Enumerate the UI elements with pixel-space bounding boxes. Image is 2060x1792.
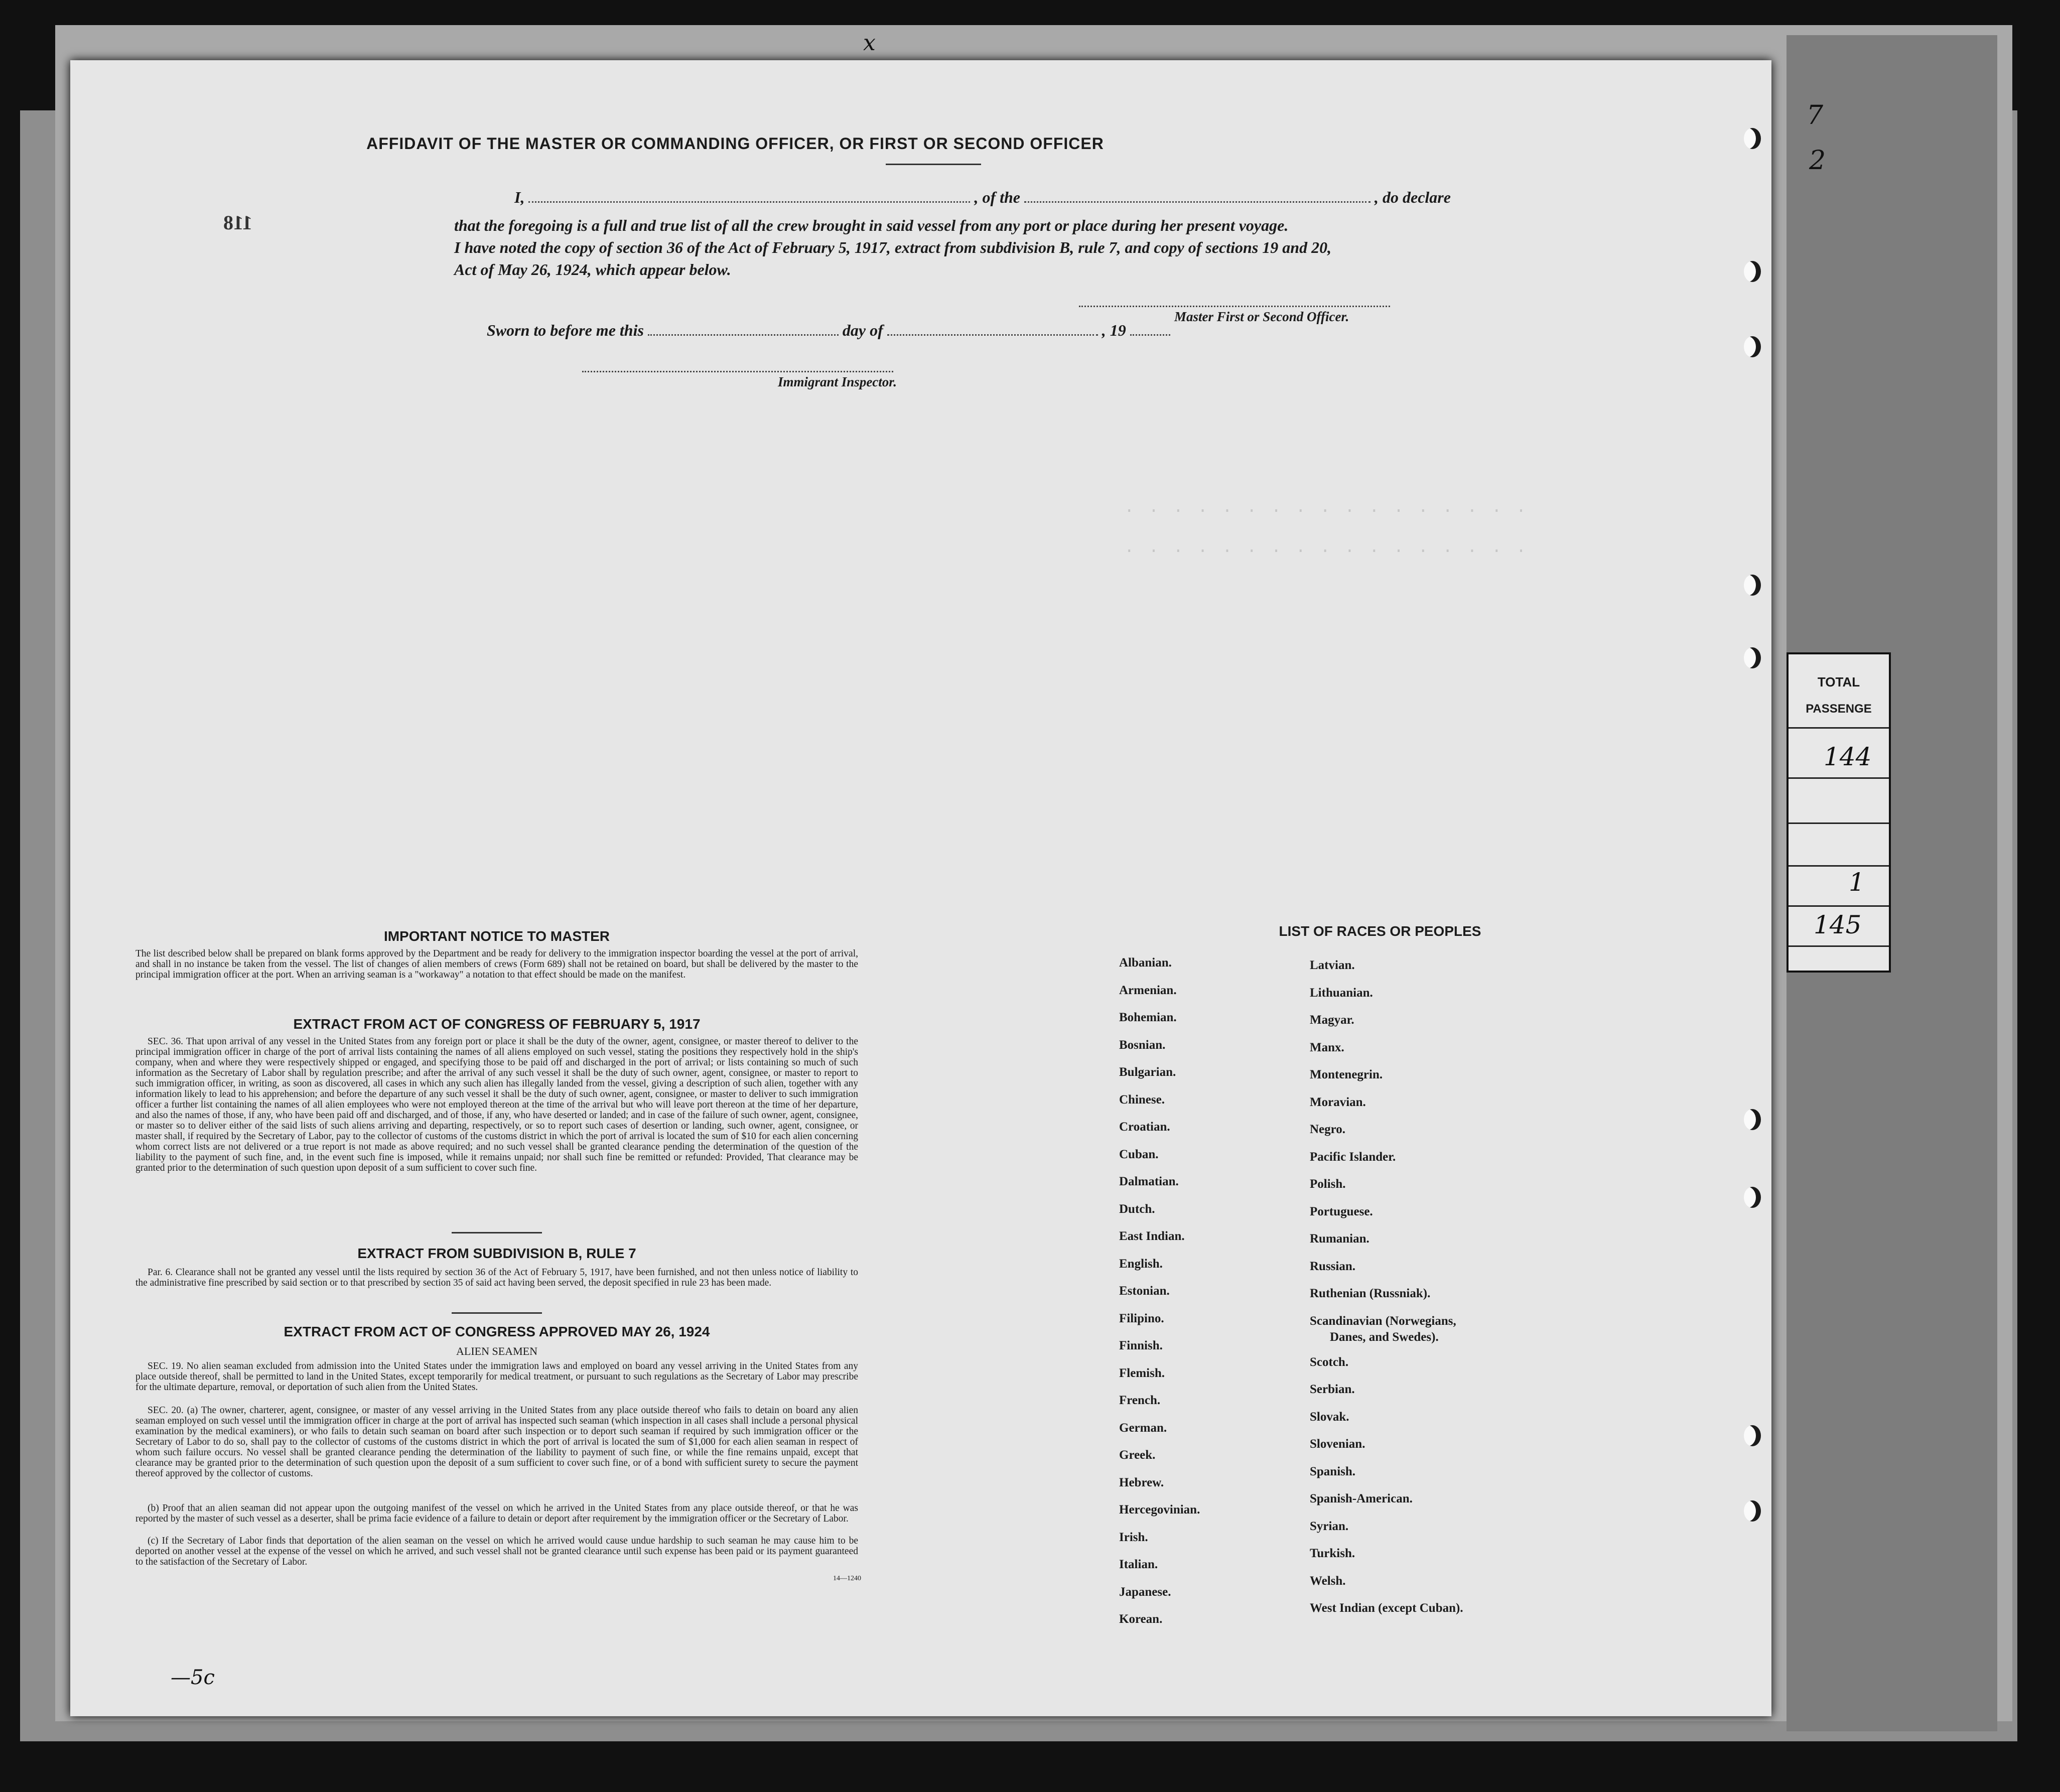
race-item: Bulgarian. xyxy=(1119,1065,1176,1079)
punch-hole xyxy=(1744,1425,1761,1446)
sworn-month-field[interactable] xyxy=(887,334,1098,336)
race-item: Magyar. xyxy=(1310,1013,1354,1027)
race-item: Estonian. xyxy=(1119,1284,1170,1298)
sec-20c-text: (c) If the Secretary of Labor finds that deportation of the alien seaman on the vessel on which he arrived would cause undue hardship to such seaman he may cause him to be deported on another vessel at the expense of the vessel on which he arrived, and such vessel shall not be granted clearance until such expense has been paid or its payment guaranteed to the satisfaction of the Secretary of Labor. xyxy=(135,1536,858,1567)
punch-hole xyxy=(1744,1500,1761,1522)
punch-hole xyxy=(1744,261,1761,282)
affidavit-line-2: that the foregoing is a full and true list of all the crew brought in said vessel from any port or place during her present voyage. xyxy=(454,216,1289,234)
sec-20a-text: SEC. 20. (a) The owner, charterer, agent, consignee, or master of any vessel arriving in the United States from any place outside thereof who fails to detain on board any alien seaman employed on such vessel until the immigration officer in charge at the port of arrival has inspected such seaman (which inspection in all cases shall include a personal physical examination by the medical examiners), or who fails to detain such seaman on board after such inspection or to deport such seaman if required by such immigration officer or the Secretary of Labor to do so, shall pay to the collector of customs of the customs district in which the port of arrival is located the sum of $1,000 for each alien seaman in respect of whom such failure occurs. No vessel shall be granted clearance pending the determination of the liability to payment of such fine, or while the fine remains unpaid, except that clearance may be granted prior to the determination of such question upon the deposit of a sum sufficient to cover such fine, or of a bond with sufficient surety to secure the payment thereof approved by the collector of customs. xyxy=(135,1405,858,1479)
punch-hole xyxy=(1744,647,1761,668)
race-item: Ruthenian (Russniak). xyxy=(1310,1287,1431,1300)
race-item: Turkish. xyxy=(1310,1547,1355,1560)
race-item: Slovenian. xyxy=(1310,1437,1365,1451)
race-item: Moravian. xyxy=(1310,1095,1366,1109)
total-value-2: 1 xyxy=(1849,868,1865,897)
margin-mark-bottom-left: —5c xyxy=(171,1666,215,1689)
punch-hole xyxy=(1744,128,1761,149)
sworn-label: Sworn to before me this xyxy=(487,321,644,339)
year-label: , 19 xyxy=(1102,321,1126,339)
race-item: Hercegovinian. xyxy=(1119,1503,1200,1517)
race-item: Albanian. xyxy=(1119,956,1172,970)
race-item: Filipino. xyxy=(1119,1311,1164,1325)
inspector-label: Immigrant Inspector. xyxy=(778,374,897,389)
affidavit-line-4: Act of May 26, 1924, which appear below. xyxy=(454,260,731,279)
race-item: East Indian. xyxy=(1119,1229,1185,1243)
notice-text: The list described below shall be prepared on blank forms approved by the Department and be ready for delivery to the immigration inspector boarding the vessel at the port of arrival, and shall in no instance be taken from the vessel. The list of changes of alien members of crews (Form 689) shall not be retained on board, but shall be delivered by the master to the principal immigration officer at the port. When an arriving seaman is a "workaway" a notation to that effect should be made on the manifest. xyxy=(135,948,858,980)
punch-hole xyxy=(1744,1109,1761,1130)
sec-20b-text: (b) Proof that an alien seaman did not appear upon the outgoing manifest of the vessel on which he arrived in the United States from any place outside thereof, or that he was reported by the master of such vessel as a deserter, shall be prima facie evidence of a failure to detain or deport after requirement by the immigration officer or the Secretary of Labor. xyxy=(135,1503,858,1524)
race-item: Latvian. xyxy=(1310,958,1355,972)
race-item: Montenegrin. xyxy=(1310,1068,1383,1081)
race-item: Irish. xyxy=(1119,1530,1148,1544)
alien-seamen-subtitle: ALIEN SEAMEN xyxy=(456,1345,537,1357)
race-item: Bohemian. xyxy=(1119,1011,1177,1024)
form-page xyxy=(70,60,1771,1716)
name-field[interactable] xyxy=(528,201,970,203)
race-item: Slovak. xyxy=(1310,1410,1349,1424)
i-label: I, xyxy=(514,188,525,206)
total-value-1: 144 xyxy=(1824,742,1872,771)
master-signature-field[interactable] xyxy=(1079,305,1390,307)
total-header-b: PASSENGE xyxy=(1806,702,1872,716)
race-item: German. xyxy=(1119,1421,1167,1435)
sworn-line xyxy=(487,321,1170,340)
section-rule xyxy=(452,1312,542,1314)
race-item: Spanish. xyxy=(1310,1464,1356,1478)
do-declare-label: , do declare xyxy=(1375,188,1451,206)
extract-1917-title: EXTRACT FROM ACT OF CONGRESS OF FEBRUARY 5, 1917 xyxy=(293,1016,701,1032)
race-item: Armenian. xyxy=(1119,983,1177,997)
race-item: Flemish. xyxy=(1119,1366,1165,1380)
race-item: Hebrew. xyxy=(1119,1475,1164,1489)
notice-title: IMPORTANT NOTICE TO MASTER xyxy=(383,928,610,944)
race-item: Croatian. xyxy=(1119,1120,1170,1134)
margin-mark-right-b: 2 xyxy=(1809,146,1826,176)
race-item: Korean. xyxy=(1119,1612,1163,1626)
race-item: Russian. xyxy=(1310,1259,1356,1273)
race-item: Welsh. xyxy=(1310,1574,1346,1588)
sworn-day-field[interactable] xyxy=(648,334,839,336)
of-the-label: , of the xyxy=(974,188,1020,206)
subdivision-b-text: Par. 6. Clearance shall not be granted any vessel until the lists required by section 36 of the Act of February 5, 1917, have been furnished, and not then unless notice of liability to the administrative fine prescribed by said section or to that prescribed by section 35 of said act having been served, the deposit specified in rule 23 has been made. xyxy=(135,1267,858,1288)
inspector-signature-field[interactable] xyxy=(582,370,893,372)
race-item: Negro. xyxy=(1310,1123,1346,1136)
declaration-line xyxy=(454,188,1493,216)
race-item: Manx. xyxy=(1310,1040,1344,1054)
day-of-label: day of xyxy=(842,321,883,339)
races-column-2 xyxy=(1310,958,1463,1629)
race-item: Greek. xyxy=(1119,1448,1156,1462)
race-item: Rumanian. xyxy=(1310,1232,1369,1246)
affidavit-body xyxy=(454,188,1493,283)
race-item: Syrian. xyxy=(1310,1519,1349,1533)
race-item: Italian. xyxy=(1119,1558,1158,1571)
affidavit-title: AFFIDAVIT OF THE MASTER OR COMMANDING OFFICER, OR FIRST OR SECOND OFFICER xyxy=(366,134,1104,153)
sec-19-text: SEC. 19. No alien seaman excluded from admission into the United States under the immigration laws and employed on board any vessel arriving in the United States from any place outside thereof, shall be permitted to land in the United States, except temporarily for medical treatment, or pursuant to such regulations as the Secretary of Labor may prescribe for the ultimate departure, removal, or deportation of such alien from the United States. xyxy=(135,1361,858,1393)
master-signature-label: Master First or Second Officer. xyxy=(1174,309,1349,324)
race-item: Spanish-American. xyxy=(1310,1492,1413,1505)
race-item: Japanese. xyxy=(1119,1585,1171,1599)
punch-hole xyxy=(1744,575,1761,596)
title-rule xyxy=(886,164,981,165)
race-item: Portuguese. xyxy=(1310,1204,1373,1218)
margin-mark-right-a: 7 xyxy=(1807,100,1824,130)
race-item: Polish. xyxy=(1310,1177,1346,1191)
race-item: Chinese. xyxy=(1119,1092,1165,1107)
races-title: LIST OF RACES OR PEOPLES xyxy=(1279,923,1481,939)
race-item: Scotch. xyxy=(1310,1355,1349,1369)
affidavit-line-3: I have noted the copy of section 36 of the Act of February 5, 1917, extract from subdivision B, rule 7, and copy of sections 19 and 20, xyxy=(454,238,1332,256)
subdivision-b-title: EXTRACT FROM SUBDIVISION B, RULE 7 xyxy=(357,1246,636,1261)
race-item: English. xyxy=(1119,1257,1163,1271)
sworn-year-field[interactable] xyxy=(1130,334,1170,336)
margin-mark-top: x xyxy=(863,30,876,56)
vessel-field[interactable] xyxy=(1024,201,1370,203)
race-item: Dalmatian. xyxy=(1119,1175,1179,1188)
races-column-1 xyxy=(1119,956,1200,1640)
extract-1924-title: EXTRACT FROM ACT OF CONGRESS APPROVED MAY 26, 1924 xyxy=(284,1324,710,1339)
stamp-number: 118 xyxy=(223,211,252,234)
race-item: Cuban. xyxy=(1119,1147,1159,1161)
bleed-through-text: · · · · · · · · · · · · · · · · · · · · · · · · · · · · · · · · · · xyxy=(1124,502,1529,561)
race-item: French. xyxy=(1119,1394,1161,1407)
race-item: Lithuanian. xyxy=(1310,986,1373,1000)
race-item: Serbian. xyxy=(1310,1383,1355,1396)
total-passengers-box xyxy=(1787,652,1891,973)
race-item: Pacific Islander. xyxy=(1310,1150,1396,1164)
race-item: Danes, and Swedes). xyxy=(1330,1330,1439,1344)
punch-hole xyxy=(1744,1187,1761,1208)
total-value-3: 145 xyxy=(1814,910,1862,939)
punch-hole xyxy=(1744,336,1761,357)
race-item: West Indian (except Cuban). xyxy=(1310,1601,1463,1615)
race-item: Finnish. xyxy=(1119,1339,1163,1352)
total-header-a: TOTAL xyxy=(1817,674,1860,690)
form-number: 14—1240 xyxy=(833,1575,861,1582)
race-item: Dutch. xyxy=(1119,1202,1155,1216)
extract-1917-text: SEC. 36. That upon arrival of any vessel in the United States from any foreign port or place it shall be the duty of the owner, agent, consignee, or master thereof to deliver to the principal immigration officer in charge of the port of arrival lists containing the names of all aliens employed on such vessel, stating the positions they respectively hold in the ship's company, when and where they were respectively shipped or engaged, and specifying those to be paid off and discharged in the port of arrival; or lists containing so much of such information as the Secretary of Labor shall by regulation prescribe; and after the arrival of any such vessel it shall be the duty of such owner, agent, consignee, or master to report to such immigration officer, in writing, as soon as discovered, all cases in which any such alien has illegally landed from the vessel, giving a description of such alien, together with any information likely to lead to his apprehension; and before the departure of any such vessel it shall be the duty of such owner, agent, consignee, or master to deliver to such immigration officer a further list containing the names of all alien employees who were not employed thereon at the time of the arrival but who will leave port thereon at the time of her departure, and also the names of those, if any, who have been paid off and discharged, and of those, if any, who have deserted or landed; and in case of the failure of such owner, agent, consignee, or master so to deliver either of the said lists of such aliens arriving and departing, respectively, or so to report such cases of desertion or landing, such owner, agent, consignee, or master shall, if required by the Secretary of Labor, pay to the collector of customs of the customs district in which the port of arrival is located the sum of $10 for each alien concerning whom correct lists are not delivered or a true report is not made as above required; and no such vessel shall be granted clearance pending the determination of the question of the liability to the payment of such fine, and, in the event such fine is imposed, while it remains unpaid; nor shall such fine be remitted or refunded: Provided, That clearance may be granted prior to the determination of such question upon deposit of a sum sufficient to cover such fine. xyxy=(135,1036,858,1173)
section-rule xyxy=(452,1232,542,1233)
race-item: Bosnian. xyxy=(1119,1038,1166,1052)
race-item: Scandinavian (Norwegians, xyxy=(1310,1314,1456,1328)
